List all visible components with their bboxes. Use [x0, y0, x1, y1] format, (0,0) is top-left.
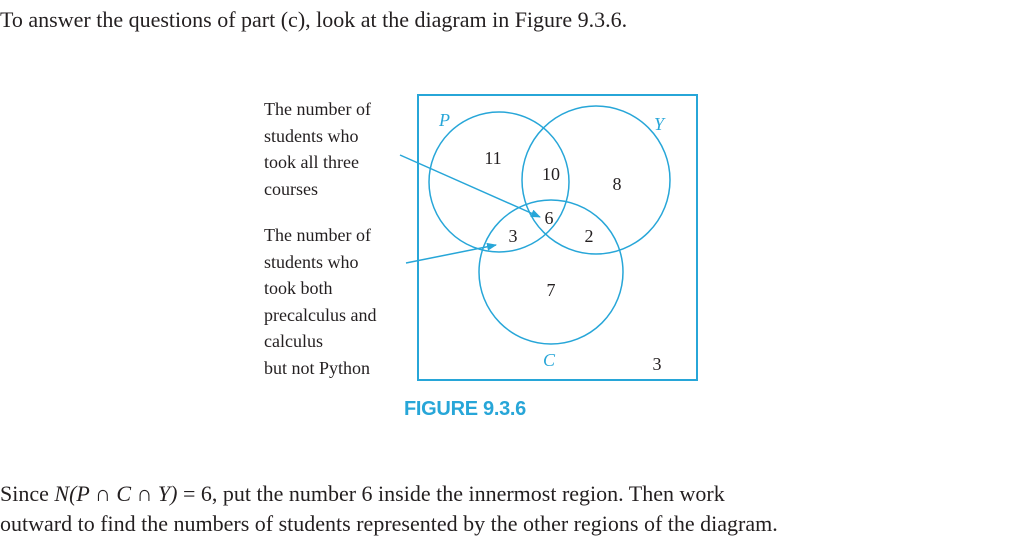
callout-line: The number of — [264, 225, 371, 245]
callout-arrow-all-three — [400, 155, 540, 217]
conclusion-prefix: Since — [0, 481, 55, 506]
math-expression: N(P ∩ C ∩ Y) — [54, 481, 178, 506]
conclusion-line-1 — [0, 479, 778, 509]
callout-line: took both — [264, 278, 333, 298]
set-label-p: P — [439, 110, 450, 130]
callout-arrow-p-and-c — [406, 245, 496, 263]
region-y-only: 8 — [612, 174, 622, 194]
figure-caption: FIGURE 9.3.6 — [404, 398, 526, 420]
callout-line: students who — [264, 251, 359, 272]
callout-line: took all three — [264, 152, 359, 172]
conclusion-text — [0, 479, 778, 539]
callout-line: calculus — [264, 331, 323, 351]
intro-text: To answer the questions of part (c), look at the diagram in Figure 9.3.6. — [0, 7, 628, 32]
set-label-y: Y — [654, 114, 665, 134]
region-p-and-y-only: 10 — [542, 164, 560, 184]
region-p-and-c-only: 3 — [508, 226, 518, 246]
region-outside: 3 — [652, 354, 662, 374]
conclusion-suffix: = 6, put the number 6 inside the innermost region. Then work — [177, 481, 725, 506]
callout-line: students who — [264, 125, 359, 146]
callout-line: courses — [264, 178, 318, 199]
set-label-c: C — [543, 350, 556, 370]
conclusion-line-2: outward to find the numbers of students represented by the other regions of the diagram. — [0, 511, 778, 536]
region-p-only: 11 — [484, 148, 502, 168]
callout-line: The number of — [264, 99, 371, 119]
callout-line: precalculus and — [264, 304, 377, 325]
callout-line: but not Python — [264, 357, 371, 378]
region-y-and-c-only: 2 — [584, 226, 594, 246]
region-all-three: 6 — [544, 208, 554, 228]
universal-set-box — [418, 95, 697, 380]
region-c-only: 7 — [546, 280, 556, 300]
